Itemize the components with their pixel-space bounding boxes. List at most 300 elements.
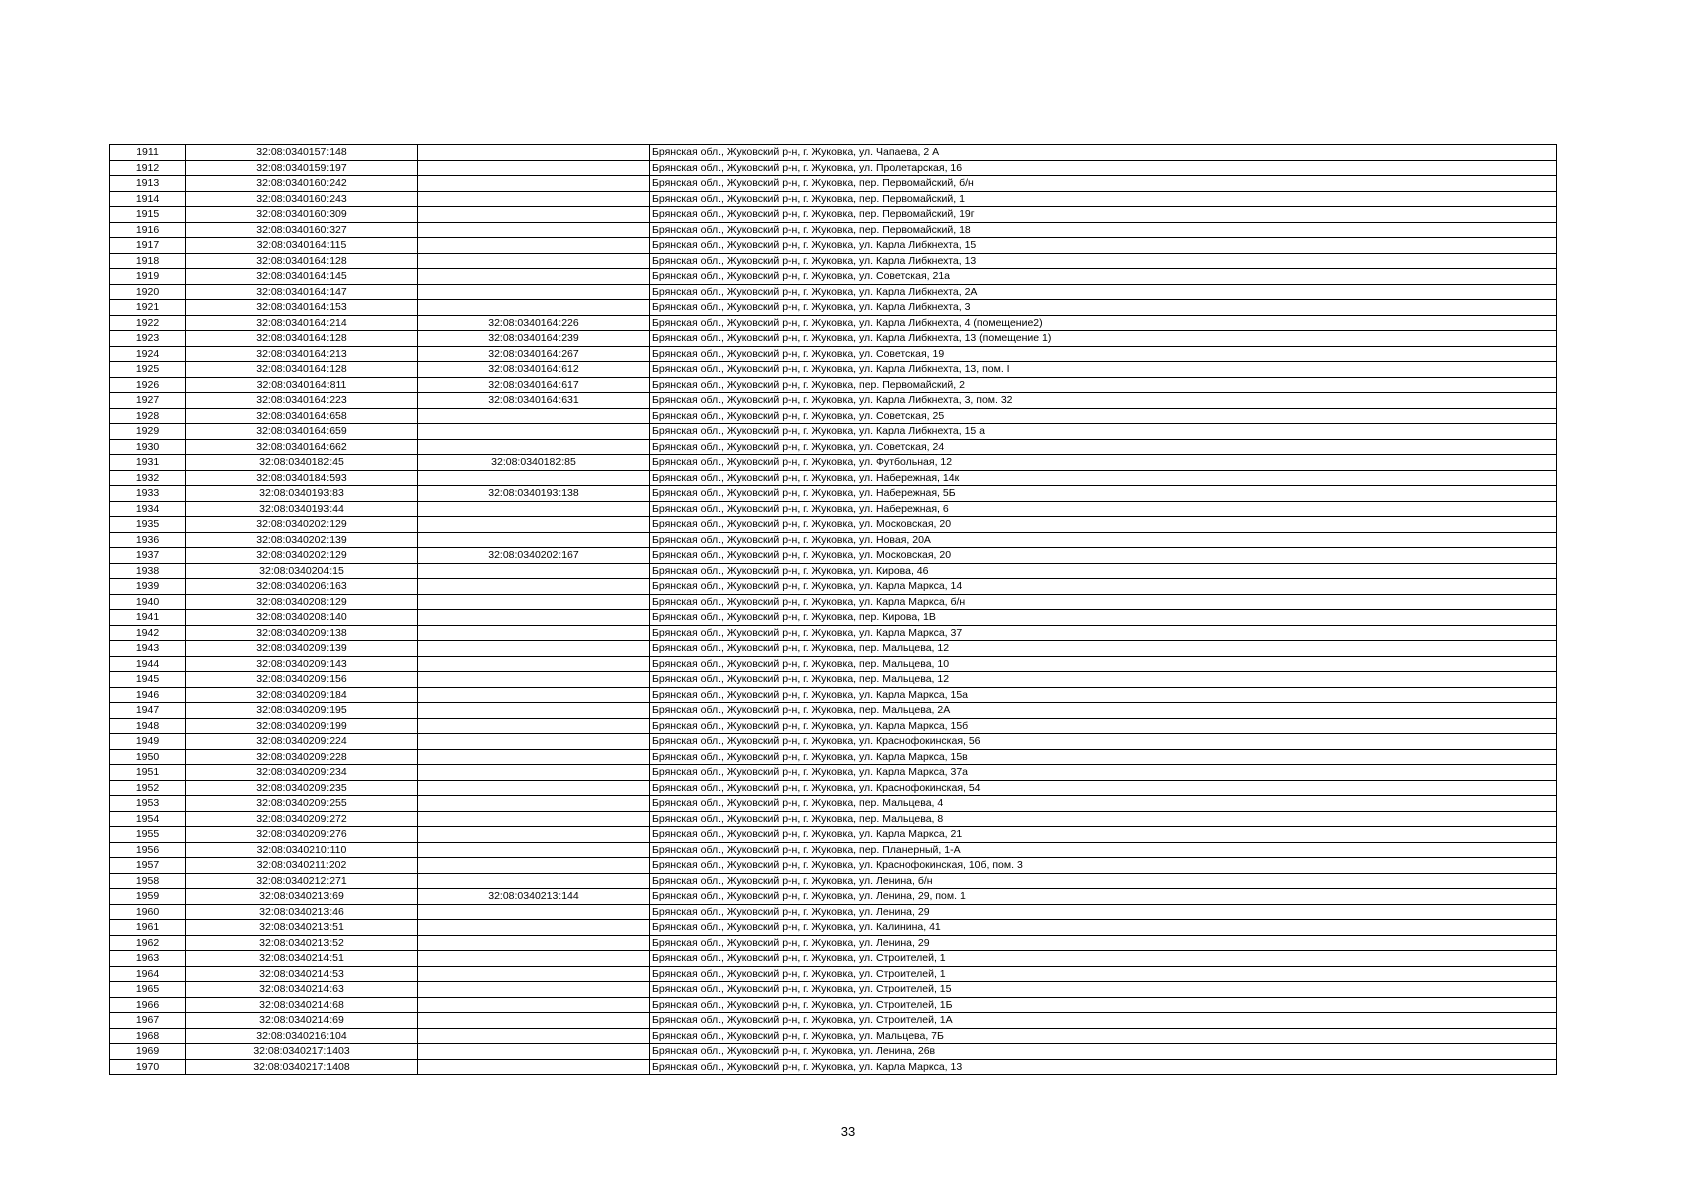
table-row (110, 889, 1557, 905)
cadastral-number-cell: 32:08:0340164:145 (186, 269, 418, 285)
related-cadastral-number-cell (418, 408, 650, 424)
cadastral-number-cell: 32:08:0340208:129 (186, 594, 418, 610)
row-number-cell: 1917 (110, 238, 186, 254)
related-cadastral-number-cell (418, 1028, 650, 1044)
table-row (110, 362, 1557, 378)
cadastral-number-cell: 32:08:0340164:658 (186, 408, 418, 424)
cadastral-number-cell: 32:08:0340182:45 (186, 455, 418, 471)
address-cell: Брянская обл., Жуковский р-н, г. Жуковка, пер. Мальцева, 4 (650, 796, 1557, 812)
table-row (110, 811, 1557, 827)
row-number-cell: 1954 (110, 811, 186, 827)
related-cadastral-number-cell (418, 191, 650, 207)
row-number-cell: 1920 (110, 284, 186, 300)
cadastral-number-cell: 32:08:0340160:243 (186, 191, 418, 207)
related-cadastral-number-cell (418, 300, 650, 316)
row-number-cell: 1933 (110, 486, 186, 502)
row-number-cell: 1916 (110, 222, 186, 238)
address-cell: Брянская обл., Жуковский р-н, г. Жуковка, ул. Карла Маркса, 37а (650, 765, 1557, 781)
table-row (110, 610, 1557, 626)
table-row (110, 966, 1557, 982)
table-row (110, 579, 1557, 595)
row-number-cell: 1963 (110, 951, 186, 967)
address-cell: Брянская обл., Жуковский р-н, г. Жуковка, ул. Пролетарская, 16 (650, 160, 1557, 176)
cadastral-number-cell: 32:08:0340204:15 (186, 563, 418, 579)
table-row (110, 470, 1557, 486)
cadastral-number-cell: 32:08:0340214:68 (186, 997, 418, 1013)
related-cadastral-number-cell (418, 749, 650, 765)
related-cadastral-number-cell: 32:08:0340164:617 (418, 377, 650, 393)
cadastral-number-cell: 32:08:0340214:69 (186, 1013, 418, 1029)
cadastral-number-cell: 32:08:0340209:138 (186, 625, 418, 641)
table-row (110, 207, 1557, 223)
address-cell: Брянская обл., Жуковский р-н, г. Жуковка, ул. Ленина, б/н (650, 873, 1557, 889)
row-number-cell: 1911 (110, 145, 186, 161)
address-cell: Брянская обл., Жуковский р-н, г. Жуковка, ул. Советская, 24 (650, 439, 1557, 455)
address-cell: Брянская обл., Жуковский р-н, г. Жуковка, ул. Краснофокинская, 10б, пом. 3 (650, 858, 1557, 874)
address-cell: Брянская обл., Жуковский р-н, г. Жуковка, пер. Мальцева, 10 (650, 656, 1557, 672)
table-row (110, 563, 1557, 579)
related-cadastral-number-cell (418, 796, 650, 812)
cadastral-number-cell: 32:08:0340209:235 (186, 780, 418, 796)
related-cadastral-number-cell (418, 284, 650, 300)
row-number-cell: 1965 (110, 982, 186, 998)
related-cadastral-number-cell (418, 827, 650, 843)
table-row (110, 408, 1557, 424)
row-number-cell: 1951 (110, 765, 186, 781)
address-cell: Брянская обл., Жуковский р-н, г. Жуковка, пер. Кирова, 1В (650, 610, 1557, 626)
related-cadastral-number-cell: 32:08:0340182:85 (418, 455, 650, 471)
address-cell: Брянская обл., Жуковский р-н, г. Жуковка, пер. Первомайский, 19г (650, 207, 1557, 223)
row-number-cell: 1944 (110, 656, 186, 672)
table-row (110, 687, 1557, 703)
address-cell: Брянская обл., Жуковский р-н, г. Жуковка, пер. Первомайский, 2 (650, 377, 1557, 393)
related-cadastral-number-cell (418, 1044, 650, 1060)
address-cell: Брянская обл., Жуковский р-н, г. Жуковка, ул. Карла Либкнехта, 4 (помещение2) (650, 315, 1557, 331)
row-number-cell: 1970 (110, 1059, 186, 1075)
table-row (110, 346, 1557, 362)
row-number-cell: 1928 (110, 408, 186, 424)
row-number-cell: 1959 (110, 889, 186, 905)
cadastral-number-cell: 32:08:0340209:156 (186, 672, 418, 688)
address-cell: Брянская обл., Жуковский р-н, г. Жуковка, ул. Карла Маркса, 21 (650, 827, 1557, 843)
cadastral-number-cell: 32:08:0340164:128 (186, 253, 418, 269)
row-number-cell: 1969 (110, 1044, 186, 1060)
related-cadastral-number-cell (418, 470, 650, 486)
related-cadastral-number-cell (418, 424, 650, 440)
address-cell: Брянская обл., Жуковский р-н, г. Жуковка, пер. Первомайский, 18 (650, 222, 1557, 238)
cadastral-number-cell: 32:08:0340164:115 (186, 238, 418, 254)
related-cadastral-number-cell: 32:08:0340213:144 (418, 889, 650, 905)
table-row (110, 160, 1557, 176)
cadastral-number-cell: 32:08:0340213:46 (186, 904, 418, 920)
address-cell: Брянская обл., Жуковский р-н, г. Жуковка, ул. Карла Либкнехта, 15 а (650, 424, 1557, 440)
address-cell: Брянская обл., Жуковский р-н, г. Жуковка, ул. Карла Маркса, б/н (650, 594, 1557, 610)
table-row (110, 641, 1557, 657)
cadastral-number-cell: 32:08:0340164:153 (186, 300, 418, 316)
related-cadastral-number-cell: 32:08:0340164:267 (418, 346, 650, 362)
table-row (110, 625, 1557, 641)
row-number-cell: 1925 (110, 362, 186, 378)
table-row (110, 284, 1557, 300)
table-row (110, 858, 1557, 874)
table-row (110, 377, 1557, 393)
page-number: 33 (840, 1124, 856, 1139)
row-number-cell: 1968 (110, 1028, 186, 1044)
table-row (110, 253, 1557, 269)
address-cell: Брянская обл., Жуковский р-н, г. Жуковка, пер. Мальцева, 8 (650, 811, 1557, 827)
row-number-cell: 1947 (110, 703, 186, 719)
row-number-cell: 1932 (110, 470, 186, 486)
table-row (110, 796, 1557, 812)
related-cadastral-number-cell (418, 641, 650, 657)
cadastral-number-cell: 32:08:0340214:53 (186, 966, 418, 982)
address-cell: Брянская обл., Жуковский р-н, г. Жуковка, ул. Строителей, 1А (650, 1013, 1557, 1029)
row-number-cell: 1952 (110, 780, 186, 796)
address-cell: Брянская обл., Жуковский р-н, г. Жуковка, пер. Мальцева, 2А (650, 703, 1557, 719)
row-number-cell: 1921 (110, 300, 186, 316)
row-number-cell: 1922 (110, 315, 186, 331)
address-cell: Брянская обл., Жуковский р-н, г. Жуковка, ул. Карла Либкнехта, 13 (помещение 1) (650, 331, 1557, 347)
row-number-cell: 1940 (110, 594, 186, 610)
related-cadastral-number-cell (418, 718, 650, 734)
address-cell: Брянская обл., Жуковский р-н, г. Жуковка, ул. Карла Либкнехта, 13 (650, 253, 1557, 269)
related-cadastral-number-cell (418, 920, 650, 936)
address-cell: Брянская обл., Жуковский р-н, г. Жуковка, ул. Карла Либкнехта, 13, пом. I (650, 362, 1557, 378)
related-cadastral-number-cell: 32:08:0340164:612 (418, 362, 650, 378)
address-cell: Брянская обл., Жуковский р-н, г. Жуковка, ул. Краснофокинская, 54 (650, 780, 1557, 796)
row-number-cell: 1945 (110, 672, 186, 688)
address-cell: Брянская обл., Жуковский р-н, г. Жуковка, ул. Набережная, 14к (650, 470, 1557, 486)
related-cadastral-number-cell (418, 532, 650, 548)
row-number-cell: 1926 (110, 377, 186, 393)
cadastral-number-cell: 32:08:0340211:202 (186, 858, 418, 874)
cadastral-number-cell: 32:08:0340184:593 (186, 470, 418, 486)
table-row (110, 1028, 1557, 1044)
row-number-cell: 1960 (110, 904, 186, 920)
address-cell: Брянская обл., Жуковский р-н, г. Жуковка, ул. Карла Маркса, 37 (650, 625, 1557, 641)
cadastral-number-cell: 32:08:0340209:255 (186, 796, 418, 812)
cadastral-number-cell: 32:08:0340217:1408 (186, 1059, 418, 1075)
row-number-cell: 1931 (110, 455, 186, 471)
table-row (110, 548, 1557, 564)
row-number-cell: 1956 (110, 842, 186, 858)
address-cell: Брянская обл., Жуковский р-н, г. Жуковка, ул. Новая, 20А (650, 532, 1557, 548)
related-cadastral-number-cell: 32:08:0340193:138 (418, 486, 650, 502)
table-row (110, 703, 1557, 719)
cadastral-number-cell: 32:08:0340159:197 (186, 160, 418, 176)
address-cell: Брянская обл., Жуковский р-н, г. Жуковка, ул. Карла Либкнехта, 15 (650, 238, 1557, 254)
table-row (110, 935, 1557, 951)
cadastral-number-cell: 32:08:0340208:140 (186, 610, 418, 626)
related-cadastral-number-cell (418, 439, 650, 455)
table-row (110, 873, 1557, 889)
row-number-cell: 1962 (110, 935, 186, 951)
cadastral-number-cell: 32:08:0340202:129 (186, 548, 418, 564)
address-cell: Брянская обл., Жуковский р-н, г. Жуковка, ул. Кирова, 46 (650, 563, 1557, 579)
address-cell: Брянская обл., Жуковский р-н, г. Жуковка, ул. Карла Либкнехта, 3 (650, 300, 1557, 316)
related-cadastral-number-cell (418, 873, 650, 889)
row-number-cell: 1961 (110, 920, 186, 936)
cadastral-number-cell: 32:08:0340214:63 (186, 982, 418, 998)
cadastral-number-cell: 32:08:0340164:214 (186, 315, 418, 331)
related-cadastral-number-cell (418, 238, 650, 254)
row-number-cell: 1924 (110, 346, 186, 362)
related-cadastral-number-cell (418, 207, 650, 223)
row-number-cell: 1915 (110, 207, 186, 223)
address-cell: Брянская обл., Жуковский р-н, г. Жуковка, ул. Ленина, 29 (650, 904, 1557, 920)
table-row (110, 1059, 1557, 1075)
cadastral-number-cell: 32:08:0340212:271 (186, 873, 418, 889)
cadastral-number-cell: 32:08:0340157:148 (186, 145, 418, 161)
row-number-cell: 1929 (110, 424, 186, 440)
cadastral-number-cell: 32:08:0340160:242 (186, 176, 418, 192)
row-number-cell: 1953 (110, 796, 186, 812)
row-number-cell: 1930 (110, 439, 186, 455)
address-cell: Брянская обл., Жуковский р-н, г. Жуковка, пер. Первомайский, 1 (650, 191, 1557, 207)
related-cadastral-number-cell (418, 687, 650, 703)
table-row (110, 315, 1557, 331)
table-row (110, 920, 1557, 936)
row-number-cell: 1936 (110, 532, 186, 548)
table-row (110, 749, 1557, 765)
row-number-cell: 1927 (110, 393, 186, 409)
address-cell: Брянская обл., Жуковский р-н, г. Жуковка, ул. Футбольная, 12 (650, 455, 1557, 471)
address-cell: Брянская обл., Жуковский р-н, г. Жуковка, ул. Карла Маркса, 15б (650, 718, 1557, 734)
address-cell: Брянская обл., Жуковский р-н, г. Жуковка, ул. Ленина, 26в (650, 1044, 1557, 1060)
cadastral-number-cell: 32:08:0340164:662 (186, 439, 418, 455)
cadastral-number-cell: 32:08:0340202:129 (186, 517, 418, 533)
address-cell: Брянская обл., Жуковский р-н, г. Жуковка, ул. Строителей, 1 (650, 951, 1557, 967)
cadastral-number-cell: 32:08:0340209:272 (186, 811, 418, 827)
address-cell: Брянская обл., Жуковский р-н, г. Жуковка, пер. Мальцева, 12 (650, 672, 1557, 688)
related-cadastral-number-cell (418, 222, 650, 238)
related-cadastral-number-cell (418, 656, 650, 672)
related-cadastral-number-cell (418, 765, 650, 781)
address-cell: Брянская обл., Жуковский р-н, г. Жуковка, пер. Мальцева, 12 (650, 641, 1557, 657)
row-number-cell: 1957 (110, 858, 186, 874)
address-cell: Брянская обл., Жуковский р-н, г. Жуковка, пер. Планерный, 1-А (650, 842, 1557, 858)
address-cell: Брянская обл., Жуковский р-н, г. Жуковка, ул. Карла Либкнехта, 3, пом. 32 (650, 393, 1557, 409)
cadastral-number-cell: 32:08:0340164:147 (186, 284, 418, 300)
address-cell: Брянская обл., Жуковский р-н, г. Жуковка, ул. Советская, 19 (650, 346, 1557, 362)
row-number-cell: 1955 (110, 827, 186, 843)
table-row (110, 997, 1557, 1013)
related-cadastral-number-cell (418, 842, 650, 858)
address-cell: Брянская обл., Жуковский р-н, г. Жуковка, ул. Строителей, 1 (650, 966, 1557, 982)
table-row (110, 222, 1557, 238)
related-cadastral-number-cell: 32:08:0340202:167 (418, 548, 650, 564)
row-number-cell: 1943 (110, 641, 186, 657)
table-row (110, 269, 1557, 285)
related-cadastral-number-cell (418, 579, 650, 595)
cadastral-number-cell: 32:08:0340213:52 (186, 935, 418, 951)
address-cell: Брянская обл., Жуковский р-н, г. Жуковка, ул. Строителей, 1Б (650, 997, 1557, 1013)
related-cadastral-number-cell (418, 734, 650, 750)
related-cadastral-number-cell (418, 145, 650, 161)
cadastral-number-cell: 32:08:0340209:276 (186, 827, 418, 843)
cadastral-number-cell: 32:08:0340160:327 (186, 222, 418, 238)
address-cell: Брянская обл., Жуковский р-н, г. Жуковка, пер. Первомайский, б/н (650, 176, 1557, 192)
table-row (110, 486, 1557, 502)
address-cell: Брянская обл., Жуковский р-н, г. Жуковка, ул. Карла Либкнехта, 2А (650, 284, 1557, 300)
related-cadastral-number-cell (418, 672, 650, 688)
related-cadastral-number-cell (418, 176, 650, 192)
row-number-cell: 1914 (110, 191, 186, 207)
cadastral-number-cell: 32:08:0340209:234 (186, 765, 418, 781)
address-cell: Брянская обл., Жуковский р-н, г. Жуковка, ул. Краснофокинская, 56 (650, 734, 1557, 750)
cadastral-number-cell: 32:08:0340210:110 (186, 842, 418, 858)
row-number-cell: 1949 (110, 734, 186, 750)
cadastral-number-cell: 32:08:0340216:104 (186, 1028, 418, 1044)
related-cadastral-number-cell (418, 501, 650, 517)
related-cadastral-number-cell (418, 253, 650, 269)
table-row (110, 455, 1557, 471)
table-row (110, 904, 1557, 920)
cadastral-number-cell: 32:08:0340209:228 (186, 749, 418, 765)
address-cell: Брянская обл., Жуковский р-н, г. Жуковка, ул. Ленина, 29, пом. 1 (650, 889, 1557, 905)
address-cell: Брянская обл., Жуковский р-н, г. Жуковка, ул. Московская, 20 (650, 548, 1557, 564)
address-cell: Брянская обл., Жуковский р-н, г. Жуковка, ул. Карла Маркса, 15в (650, 749, 1557, 765)
row-number-cell: 1939 (110, 579, 186, 595)
row-number-cell: 1948 (110, 718, 186, 734)
related-cadastral-number-cell (418, 982, 650, 998)
cadastral-number-cell: 32:08:0340217:1403 (186, 1044, 418, 1060)
cadastral-number-cell: 32:08:0340164:128 (186, 331, 418, 347)
related-cadastral-number-cell (418, 625, 650, 641)
address-cell: Брянская обл., Жуковский р-н, г. Жуковка, ул. Советская, 25 (650, 408, 1557, 424)
table-row (110, 145, 1557, 161)
address-cell: Брянская обл., Жуковский р-н, г. Жуковка, ул. Ленина, 29 (650, 935, 1557, 951)
cadastral-number-cell: 32:08:0340164:659 (186, 424, 418, 440)
address-cell: Брянская обл., Жуковский р-н, г. Жуковка, ул. Мальцева, 7Б (650, 1028, 1557, 1044)
address-cell: Брянская обл., Жуковский р-н, г. Жуковка, ул. Советская, 21а (650, 269, 1557, 285)
related-cadastral-number-cell (418, 951, 650, 967)
property-register-table (109, 144, 1557, 1075)
table-row (110, 238, 1557, 254)
related-cadastral-number-cell (418, 160, 650, 176)
table-row (110, 176, 1557, 192)
related-cadastral-number-cell (418, 610, 650, 626)
row-number-cell: 1918 (110, 253, 186, 269)
cadastral-number-cell: 32:08:0340202:139 (186, 532, 418, 548)
cadastral-number-cell: 32:08:0340164:223 (186, 393, 418, 409)
related-cadastral-number-cell: 32:08:0340164:226 (418, 315, 650, 331)
table-row (110, 780, 1557, 796)
table-row (110, 718, 1557, 734)
cadastral-number-cell: 32:08:0340209:139 (186, 641, 418, 657)
row-number-cell: 1942 (110, 625, 186, 641)
address-cell: Брянская обл., Жуковский р-н, г. Жуковка, ул. Карла Маркса, 13 (650, 1059, 1557, 1075)
cadastral-number-cell: 32:08:0340193:83 (186, 486, 418, 502)
row-number-cell: 1919 (110, 269, 186, 285)
related-cadastral-number-cell (418, 269, 650, 285)
related-cadastral-number-cell (418, 594, 650, 610)
address-cell: Брянская обл., Жуковский р-н, г. Жуковка, ул. Строителей, 15 (650, 982, 1557, 998)
table-row (110, 439, 1557, 455)
row-number-cell: 1913 (110, 176, 186, 192)
table-row (110, 672, 1557, 688)
cadastral-number-cell: 32:08:0340209:195 (186, 703, 418, 719)
row-number-cell: 1958 (110, 873, 186, 889)
address-cell: Брянская обл., Жуковский р-н, г. Жуковка, ул. Карла Маркса, 14 (650, 579, 1557, 595)
cadastral-number-cell: 32:08:0340164:811 (186, 377, 418, 393)
row-number-cell: 1938 (110, 563, 186, 579)
table-row (110, 1044, 1557, 1060)
related-cadastral-number-cell (418, 935, 650, 951)
cadastral-number-cell: 32:08:0340160:309 (186, 207, 418, 223)
address-cell: Брянская обл., Жуковский р-н, г. Жуковка, ул. Чапаева, 2 А (650, 145, 1557, 161)
cadastral-number-cell: 32:08:0340209:184 (186, 687, 418, 703)
row-number-cell: 1934 (110, 501, 186, 517)
row-number-cell: 1967 (110, 1013, 186, 1029)
table-row (110, 517, 1557, 533)
table-row (110, 982, 1557, 998)
address-cell: Брянская обл., Жуковский р-н, г. Жуковка, ул. Калинина, 41 (650, 920, 1557, 936)
table-row (110, 656, 1557, 672)
cadastral-number-cell: 32:08:0340164:128 (186, 362, 418, 378)
cadastral-number-cell: 32:08:0340213:69 (186, 889, 418, 905)
address-cell: Брянская обл., Жуковский р-н, г. Жуковка, ул. Набережная, 5Б (650, 486, 1557, 502)
table-row (110, 594, 1557, 610)
table-row (110, 734, 1557, 750)
related-cadastral-number-cell (418, 811, 650, 827)
table-row (110, 424, 1557, 440)
table-row (110, 532, 1557, 548)
related-cadastral-number-cell (418, 858, 650, 874)
table-row (110, 951, 1557, 967)
table-row (110, 1013, 1557, 1029)
cadastral-number-cell: 32:08:0340209:224 (186, 734, 418, 750)
related-cadastral-number-cell (418, 1013, 650, 1029)
row-number-cell: 1941 (110, 610, 186, 626)
register-table-body (110, 145, 1557, 1075)
row-number-cell: 1937 (110, 548, 186, 564)
table-row (110, 501, 1557, 517)
table-row (110, 393, 1557, 409)
row-number-cell: 1935 (110, 517, 186, 533)
related-cadastral-number-cell (418, 517, 650, 533)
table-row (110, 827, 1557, 843)
table-row (110, 300, 1557, 316)
cadastral-number-cell: 32:08:0340209:143 (186, 656, 418, 672)
row-number-cell: 1946 (110, 687, 186, 703)
related-cadastral-number-cell: 32:08:0340164:239 (418, 331, 650, 347)
row-number-cell: 1923 (110, 331, 186, 347)
row-number-cell: 1966 (110, 997, 186, 1013)
cadastral-number-cell: 32:08:0340193:44 (186, 501, 418, 517)
related-cadastral-number-cell (418, 1059, 650, 1075)
address-cell: Брянская обл., Жуковский р-н, г. Жуковка, ул. Набережная, 6 (650, 501, 1557, 517)
row-number-cell: 1912 (110, 160, 186, 176)
table-row (110, 191, 1557, 207)
table-row (110, 842, 1557, 858)
related-cadastral-number-cell (418, 966, 650, 982)
table-row (110, 765, 1557, 781)
address-cell: Брянская обл., Жуковский р-н, г. Жуковка, ул. Московская, 20 (650, 517, 1557, 533)
table-row (110, 331, 1557, 347)
address-cell: Брянская обл., Жуковский р-н, г. Жуковка, ул. Карла Маркса, 15а (650, 687, 1557, 703)
related-cadastral-number-cell (418, 780, 650, 796)
related-cadastral-number-cell (418, 904, 650, 920)
cadastral-number-cell: 32:08:0340214:51 (186, 951, 418, 967)
cadastral-number-cell: 32:08:0340209:199 (186, 718, 418, 734)
row-number-cell: 1950 (110, 749, 186, 765)
related-cadastral-number-cell (418, 997, 650, 1013)
cadastral-number-cell: 32:08:0340206:163 (186, 579, 418, 595)
related-cadastral-number-cell: 32:08:0340164:631 (418, 393, 650, 409)
cadastral-number-cell: 32:08:0340164:213 (186, 346, 418, 362)
row-number-cell: 1964 (110, 966, 186, 982)
